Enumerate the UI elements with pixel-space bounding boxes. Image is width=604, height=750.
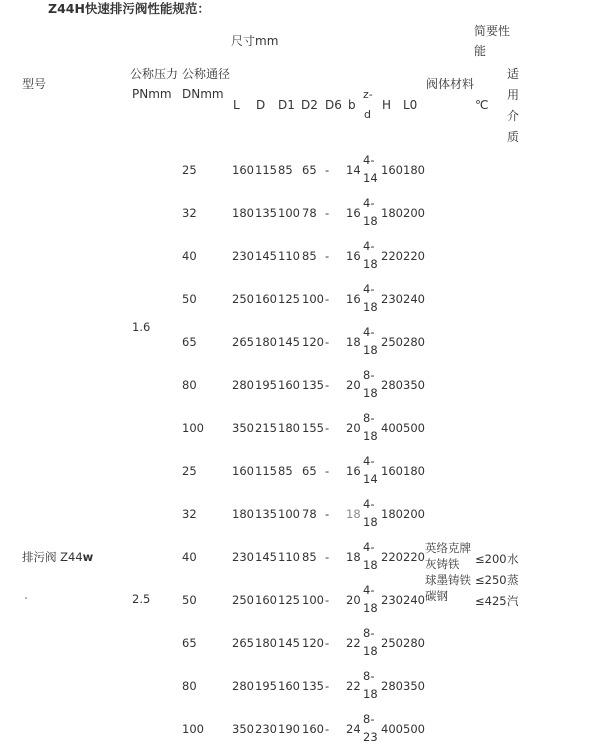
cell-zd-top: 8- [363,669,375,683]
cell-l: 230 [232,550,254,564]
cell-zd-bottom: 23 [363,730,378,744]
cell-zd-top: 4- [363,583,375,597]
cell-d6: - [325,679,330,693]
cell-zd-top: 4- [363,196,375,210]
cell-zd-bottom: 18 [363,257,378,271]
medium-2: 蒸 [507,573,519,587]
cell-h: 230 [381,593,403,607]
medium-3: 汽 [507,594,519,608]
cell-d2: 85 [302,550,317,564]
header-col-zd-bottom: d [364,108,371,121]
cell-b: 16 [346,292,361,306]
cell-b: 24 [346,722,361,736]
cell-dn: 32 [182,206,197,220]
cell-dn: 80 [182,378,197,392]
cell-d2: 120 [302,636,324,650]
cell-l0: 180 [403,163,425,177]
cell-d: 145 [255,249,277,263]
cell-dn: 40 [182,550,197,564]
cell-d6: - [325,550,330,564]
pressure-group-1: 1.6 [132,320,151,334]
cell-l0: 280 [403,335,425,349]
cell-b: 18 [346,550,361,564]
cell-d1: 160 [278,679,300,693]
temp-3: ≤425 [475,594,507,608]
header-diameter: 公称通径 [182,67,231,81]
cell-h: 180 [381,206,403,220]
cell-l: 230 [232,249,254,263]
cell-l0: 350 [403,378,425,392]
temp-list [475,549,507,612]
cell-b: 14 [346,163,361,177]
cell-b: 16 [346,249,361,263]
cell-zd-bottom: 18 [363,214,378,228]
cell-d2: 100 [302,593,324,607]
cell-d6: - [325,722,330,736]
cell-l0: 240 [403,593,425,607]
cell-l: 280 [232,378,254,392]
cell-h: 250 [381,335,403,349]
cell-d: 115 [255,464,277,478]
cell-zd-bottom: 18 [363,429,378,443]
header-col-L0: L0 [403,98,418,112]
header-col-b: b [348,98,356,112]
temp-1: ≤200 [475,552,507,566]
cell-d1: 85 [278,464,293,478]
cell-zd-top: 4- [363,325,375,339]
cell-l0: 280 [403,636,425,650]
material-2: 灰铸铁 [425,557,460,571]
cell-d1: 125 [278,593,300,607]
cell-l: 265 [232,335,254,349]
cell-l0: 200 [403,507,425,521]
cell-dn: 25 [182,163,197,177]
stray-dot [25,597,27,599]
cell-h: 400 [381,722,403,736]
cell-d1: 110 [278,249,300,263]
cell-d: 215 [255,421,277,435]
cell-zd-top: 8- [363,626,375,640]
cell-h: 180 [381,507,403,521]
cell-l: 250 [232,593,254,607]
cell-d1: 100 [278,507,300,521]
material-1: 英络克牌 [425,541,471,555]
cell-d: 115 [255,163,277,177]
cell-zd-top: 4- [363,540,375,554]
cell-d2: 78 [302,507,317,521]
cell-zd-bottom: 18 [363,558,378,572]
header-col-D1: D1 [278,98,295,112]
header-pressure: 公称压力 [130,67,179,81]
cell-h: 280 [381,378,403,392]
cell-b: 18 [346,507,361,521]
cell-l0: 220 [403,249,425,263]
cell-l0: 350 [403,679,425,693]
model-name-prefix: 排污阀 Z44 [22,550,83,564]
cell-b: 22 [346,636,361,650]
cell-d6: - [325,507,330,521]
cell-d1: 110 [278,550,300,564]
cell-h: 230 [381,292,403,306]
cell-d2: 135 [302,378,324,392]
cell-h: 250 [381,636,403,650]
cell-d2: 155 [302,421,324,435]
model-name [22,550,93,564]
cell-l: 180 [232,206,254,220]
cell-d6: - [325,249,330,263]
cell-d1: 100 [278,206,300,220]
header-col-D6: D6 [325,98,342,112]
cell-dn: 32 [182,507,197,521]
cell-zd-bottom: 18 [363,300,378,314]
cell-zd-bottom: 18 [363,515,378,529]
header-diameter-unit: DNmm [182,87,224,101]
header-performance-2: 能 [474,44,487,58]
cell-d: 145 [255,550,277,564]
cell-d: 135 [255,206,277,220]
cell-d2: 65 [302,163,317,177]
model-name-suffix: w [82,550,94,564]
cell-zd-bottom: 18 [363,386,378,400]
cell-l0: 180 [403,464,425,478]
cell-d6: - [325,593,330,607]
cell-h: 160 [381,163,403,177]
cell-l: 160 [232,464,254,478]
cell-d: 135 [255,507,277,521]
header-pressure-unit: PNmm [132,87,172,101]
cell-dn: 100 [182,421,204,435]
cell-l: 280 [232,679,254,693]
material-4: 碳钢 [425,589,448,603]
cell-l0: 500 [403,421,425,435]
header-col-D2: D2 [301,98,318,112]
cell-zd-top: 8- [363,411,375,425]
cell-zd-top: 8- [363,712,375,726]
cell-d1: 85 [278,163,293,177]
cell-dn: 65 [182,636,197,650]
cell-zd-top: 4- [363,497,375,511]
cell-d6: - [325,636,330,650]
cell-d2: 135 [302,679,324,693]
cell-zd-top: 4- [363,153,375,167]
header-temp: ℃ [475,98,489,112]
cell-d1: 180 [278,421,300,435]
cell-dn: 80 [182,679,197,693]
cell-dn: 50 [182,292,197,306]
medium-list [507,549,519,612]
cell-zd-bottom: 18 [363,687,378,701]
header-medium: 适用介质 [507,67,520,144]
cell-d: 230 [255,722,277,736]
header-col-L: L [233,98,240,112]
cell-b: 20 [346,378,361,392]
cell-h: 160 [381,464,403,478]
cell-zd-bottom: 18 [363,601,378,615]
page-title: Z44H快速排污阀性能规范： [48,1,210,16]
cell-d2: 78 [302,206,317,220]
material-list [425,540,471,604]
cell-dn: 65 [182,335,197,349]
material-3: 球墨铸铁 [425,573,471,587]
cell-d2: 85 [302,249,317,263]
cell-l0: 220 [403,550,425,564]
cell-zd-bottom: 18 [363,644,378,658]
cell-dn: 100 [182,722,204,736]
cell-l: 180 [232,507,254,521]
header-material: 阀体材料 [426,77,475,91]
cell-d6: - [325,335,330,349]
cell-d2: 100 [302,292,324,306]
cell-zd-bottom: 18 [363,343,378,357]
header-col-zd-top: z- [363,88,373,101]
cell-zd-bottom: 14 [363,171,378,185]
header-performance: 简要性 [474,24,511,38]
cell-b: 22 [346,679,361,693]
header-dimensions: 尺寸mm [231,34,279,48]
cell-d1: 145 [278,335,300,349]
cell-d2: 65 [302,464,317,478]
cell-h: 400 [381,421,403,435]
cell-l0: 500 [403,722,425,736]
cell-dn: 25 [182,464,197,478]
cell-dn: 40 [182,249,197,263]
cell-l: 350 [232,722,254,736]
cell-d: 160 [255,593,277,607]
cell-d2: 160 [302,722,324,736]
cell-h: 280 [381,679,403,693]
cell-zd-top: 4- [363,239,375,253]
cell-d6: - [325,464,330,478]
cell-d6: - [325,378,330,392]
cell-h: 220 [381,550,403,564]
cell-l0: 200 [403,206,425,220]
cell-l: 350 [232,421,254,435]
cell-d1: 190 [278,722,300,736]
medium-1: 水 [507,552,519,566]
pressure-group-2: 2.5 [132,592,151,606]
cell-d6: - [325,421,330,435]
cell-d2: 120 [302,335,324,349]
cell-d1: 160 [278,378,300,392]
cell-b: 20 [346,593,361,607]
cell-zd-top: 8- [363,368,375,382]
cell-dn: 50 [182,593,197,607]
cell-b: 16 [346,464,361,478]
cell-zd-top: 4- [363,282,375,296]
cell-l: 250 [232,292,254,306]
cell-d1: 145 [278,636,300,650]
header-col-H: H [382,98,392,112]
cell-l: 265 [232,636,254,650]
cell-zd-top: 4- [363,454,375,468]
header-model: 型号 [22,77,47,91]
cell-b: 16 [346,206,361,220]
cell-h: 220 [381,249,403,263]
cell-d: 195 [255,679,277,693]
cell-zd-bottom: 14 [363,472,378,486]
cell-d: 195 [255,378,277,392]
cell-b: 18 [346,335,361,349]
cell-d6: - [325,163,330,177]
cell-d: 180 [255,636,277,650]
cell-d: 160 [255,292,277,306]
cell-d6: - [325,292,330,306]
temp-2: ≤250 [475,573,507,587]
cell-d1: 125 [278,292,300,306]
header-col-D: D [256,98,266,112]
cell-l0: 240 [403,292,425,306]
cell-l: 160 [232,163,254,177]
cell-b: 20 [346,421,361,435]
cell-d: 180 [255,335,277,349]
cell-d6: - [325,206,330,220]
